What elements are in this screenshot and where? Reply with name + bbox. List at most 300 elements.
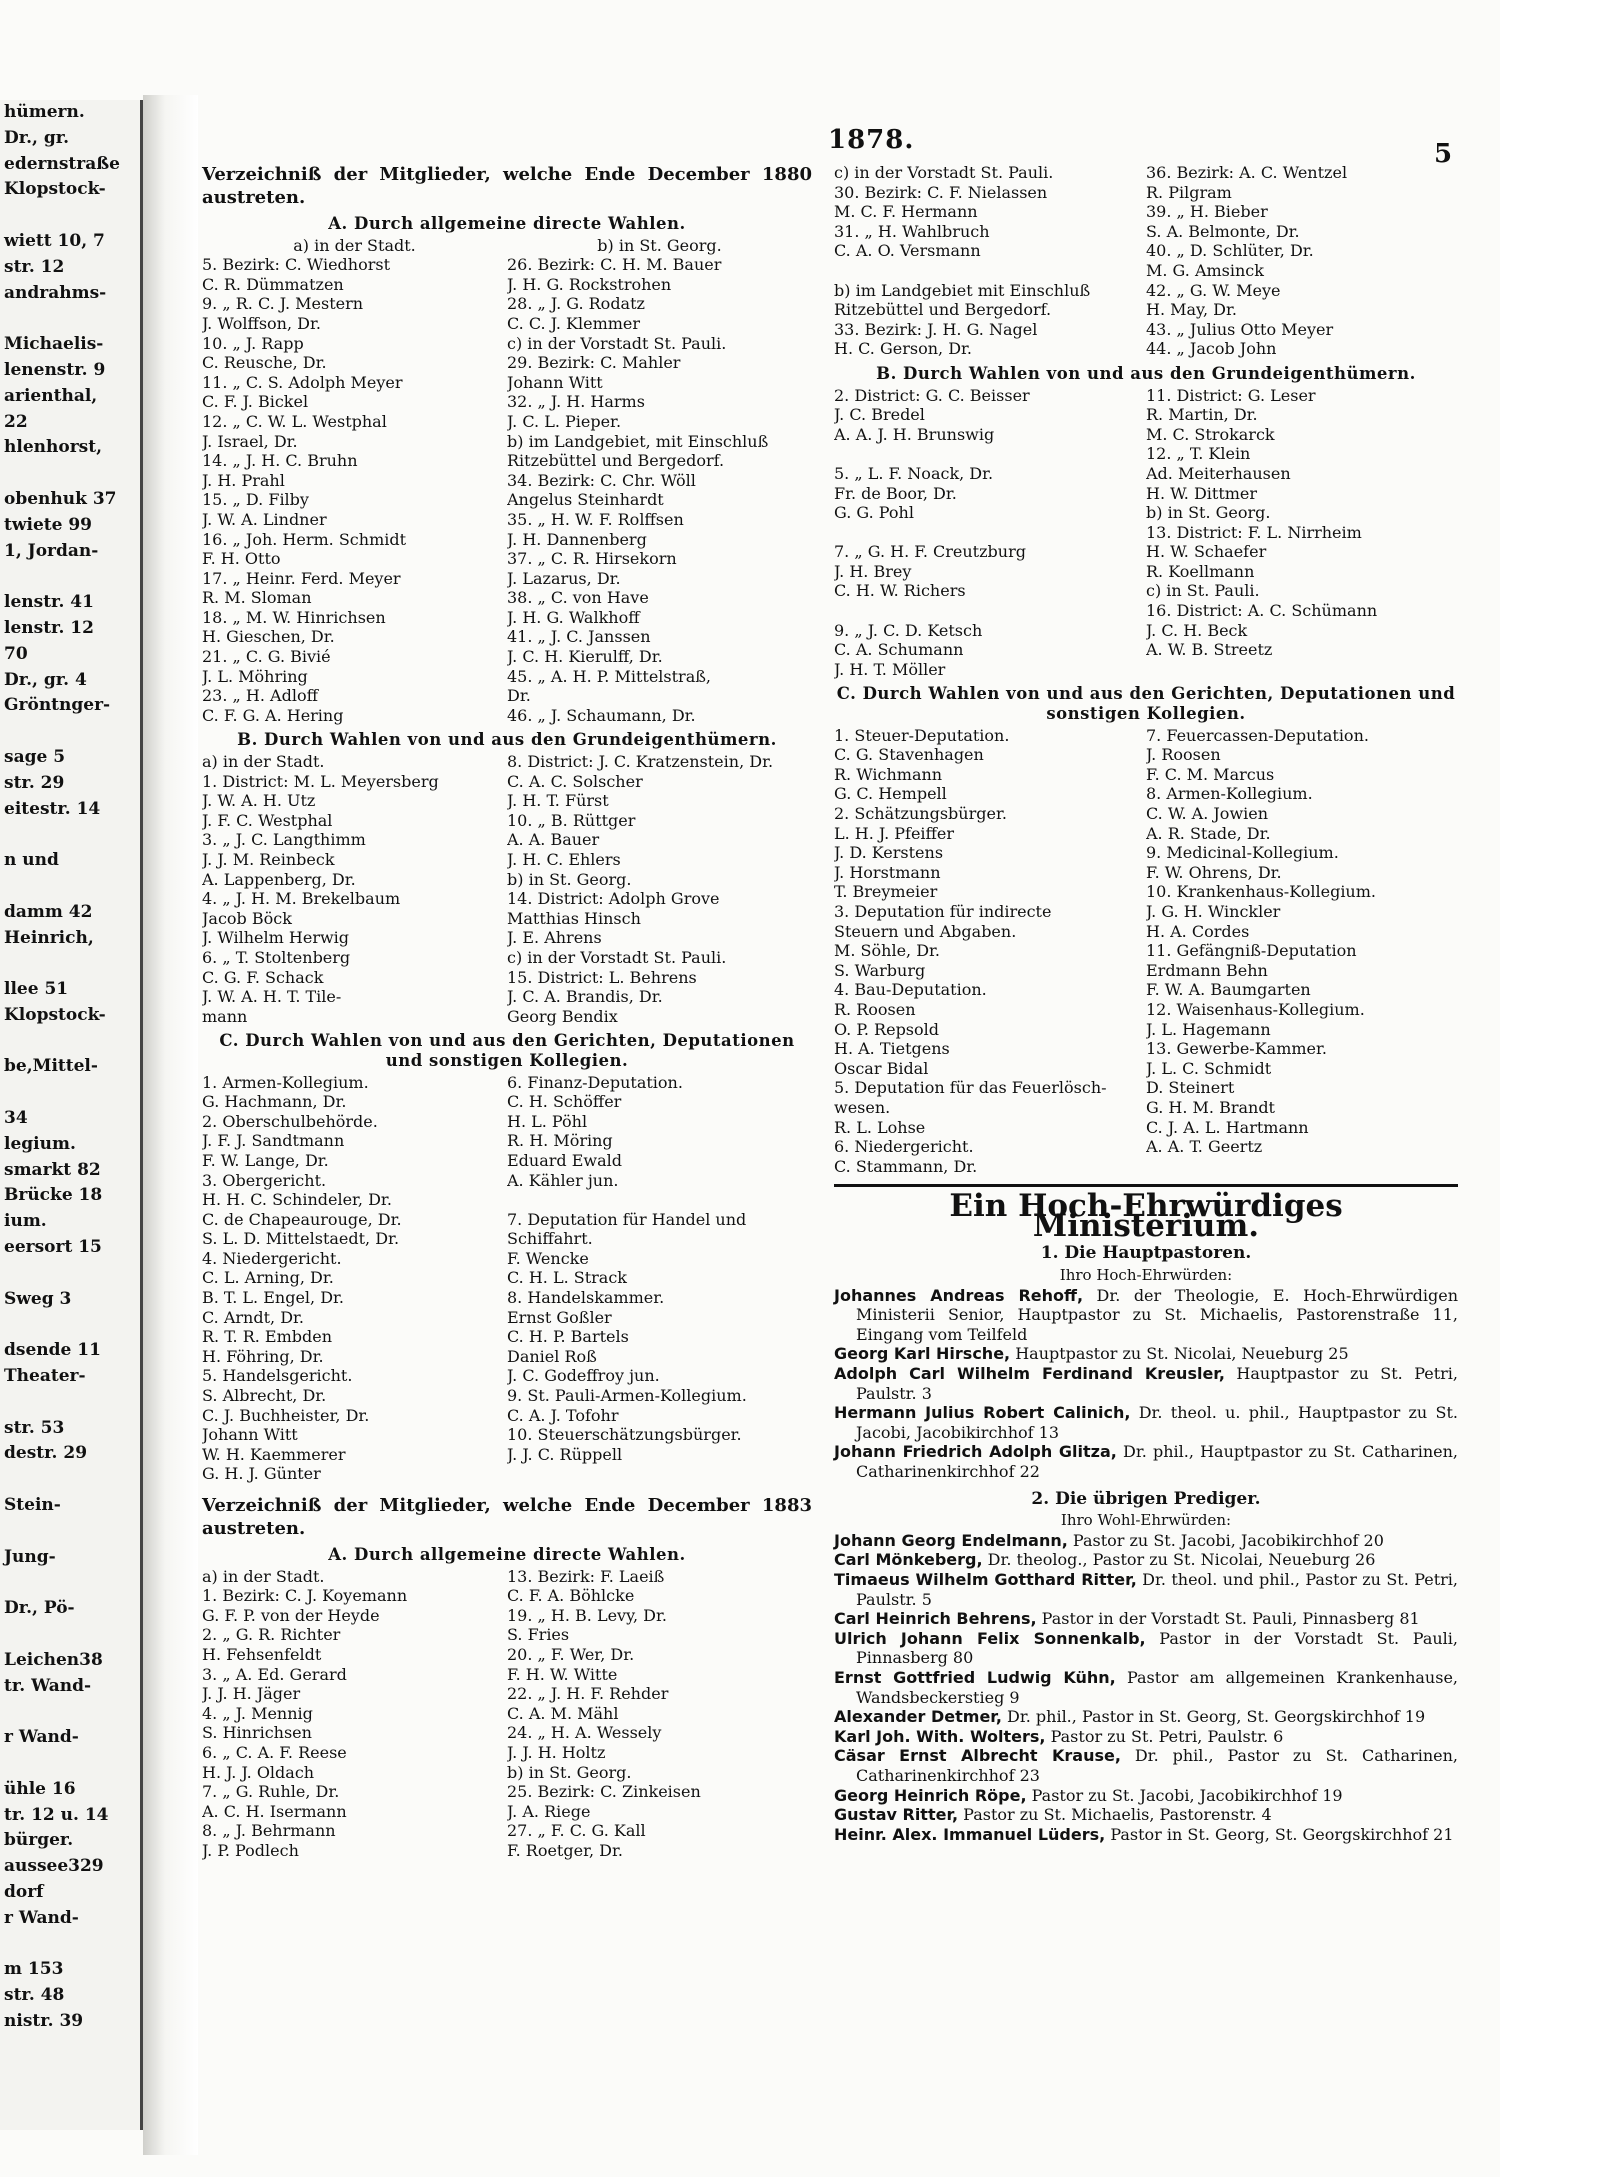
facing-page-fragment (0, 1029, 140, 1055)
page-margin (1500, 0, 1600, 2177)
list-line: 16. „ Joh. Herm. Schmidt (202, 529, 407, 549)
list-line: R. Pilgram (1146, 182, 1232, 202)
list-line: c) in der Vorstadt St. Pauli. (507, 333, 727, 353)
list-line: H. W. Schaefer (1146, 542, 1267, 562)
list-line: 5. „ L. F. Noack, Dr. (834, 463, 994, 483)
section-b-right-list (507, 752, 812, 1026)
list-line: 14. „ J. H. C. Bruhn (202, 451, 358, 471)
facing-page-fragment: str. 48 (4, 1985, 65, 2006)
facing-page-fragment: lenstr. 41 (4, 592, 94, 613)
list-line: J. F. C. Westphal (202, 810, 333, 830)
list-line: 34. Bezirk: C. Chr. Wöll (507, 470, 696, 490)
list-line: 1. Armen-Kollegium. (202, 1072, 369, 1092)
members-heading-1883: Verzeichniß der Mitglieder, welche Ende December 1883 austreten. (202, 1495, 812, 1539)
list-line: b) im Landgebiet mit Einschluß (834, 280, 1091, 300)
facing-page-fragment (0, 306, 140, 332)
list-line: c) in St. Pauli. (1146, 581, 1260, 601)
list-line: J. H. G. Rockstrohen (507, 274, 672, 294)
facing-page-fragment: m 153 (4, 1959, 64, 1980)
section-c-left-list (202, 1073, 507, 1484)
list-line: 11. Gefängniß-Deputation (1146, 941, 1357, 961)
pastor-entry (834, 1609, 1458, 1629)
list-line: 7. Feuercassen-Deputation. (1146, 725, 1369, 745)
pastor-name: Heinr. Alex. Immanuel Lüders, (834, 1824, 1106, 1844)
list-line: 45. „ A. H. P. Mittelstraß, (507, 666, 711, 686)
list-line: Fr. de Boor, Dr. (834, 483, 957, 503)
list-line: 11. „ C. S. Adolph Meyer (202, 372, 403, 392)
book-gutter (143, 95, 198, 2155)
section-c2-table (834, 726, 1458, 1177)
facing-page-fragment: twiete 99 (4, 514, 93, 535)
pastor-name: Georg Karl Hirsche, (834, 1344, 1011, 1364)
list-line: 19. „ H. B. Levy, Dr. (507, 1605, 667, 1625)
list-line: J. W. A. Lindner (202, 509, 327, 529)
ministerium-title: Ein Hoch-Ehrwürdiges Ministerium. (949, 1188, 1343, 1244)
pastor-name: Carl Heinrich Behrens, (834, 1609, 1037, 1629)
list-line: H. A. Cordes (1146, 921, 1250, 941)
members-heading-1880: Verzeichniß der Mitglieder, welche Ende December 1880 austreten. (202, 164, 812, 208)
list-line: 22. „ J. H. F. Rehder (507, 1684, 669, 1704)
pastor-name: Johannes Andreas Rehoff, (834, 1285, 1084, 1305)
list-line: 10. Krankenhaus-Kollegium. (1146, 882, 1376, 902)
list-line: 35. „ H. W. F. Rolffsen (507, 509, 684, 529)
pastor-details: Pastor zu St. Petri, Paulstr. 6 (1045, 1726, 1284, 1746)
pastor-details: Pastor in St. Georg, St. Georgskirchhof 21 (1105, 1824, 1454, 1844)
list-line (834, 444, 1146, 464)
pastor-name: Johann Georg Endelmann, (834, 1530, 1068, 1550)
facing-page-fragment: arienthal, (4, 385, 98, 406)
list-line: C. G. F. Schack (202, 967, 324, 987)
list-line: 28. „ J. G. Rodatz (507, 294, 645, 314)
list-line: 3. „ J. C. Langthimm (202, 830, 366, 850)
list-line: G. C. Hempell (834, 784, 947, 804)
list-line: Ernst Goßler (507, 1307, 612, 1327)
list-line: 15. „ D. Filby (202, 490, 309, 510)
prediger-heading: 2. Die übrigen Prediger. (1031, 1488, 1261, 1509)
list-line: C. A. J. Tofohr (507, 1405, 619, 1425)
facing-page-fragment: Dr., gr. 4 (4, 669, 87, 690)
list-line: mann (202, 1006, 248, 1026)
pastor-details: Dr. phil., Hauptpastor zu St. Catharinen, Catharinenkirchhof 22 (856, 1442, 1459, 1481)
list-line: b) in St. Georg. (507, 869, 632, 889)
section-a2-right-list (507, 1567, 812, 1861)
list-line (834, 261, 1146, 281)
facing-page-fragment: eitestr. 14 (4, 798, 101, 819)
list-line: L. H. J. Pfeiffer (834, 823, 955, 843)
list-line: 8. District: J. C. Kratzenstein, Dr. (507, 752, 774, 772)
divider-rule (834, 1184, 1458, 1187)
facing-page-fragment: Dr., gr. (4, 127, 70, 148)
list-line: H. J. J. Oldach (202, 1762, 315, 1782)
section-c2-right-list (1146, 726, 1458, 1177)
list-line: 8. Handelskammer. (507, 1288, 665, 1308)
facing-page-fragment: 1, Jordan- (4, 540, 99, 561)
list-line: J. C. Bredel (834, 405, 925, 425)
facing-page-fragment: lenenstr. 9 (4, 359, 106, 380)
list-line: Ritzebüttel und Bergedorf. (834, 300, 1052, 320)
list-line: 3. Deputation für indirecte (834, 901, 1052, 921)
page-content (198, 115, 1500, 2135)
list-line: 36. Bezirk: A. C. Wentzel (1146, 163, 1348, 182)
list-line: B. T. L. Engel, Dr. (202, 1288, 345, 1308)
facing-page-fragment (0, 1390, 140, 1416)
list-line: G. Hachmann, Dr. (202, 1092, 347, 1112)
list-line: 10. Steuerschätzungsbürger. (507, 1425, 742, 1445)
list-line: 46. „ J. Schaumann, Dr. (507, 705, 696, 725)
facing-page-fragment: hlenhorst, (4, 437, 102, 458)
pastor-name: Ulrich Johann Felix Sonnenkalb, (834, 1628, 1146, 1648)
list-line: b) in St. Georg. (1146, 503, 1271, 523)
list-line: J. Israel, Dr. (202, 431, 298, 451)
list-line: b) im Landgebiet, mit Einschluß (507, 431, 769, 451)
list-line: S. Warburg (834, 960, 926, 980)
list-line: C. H. W. Richers (834, 581, 966, 601)
list-line: 40. „ D. Schlüter, Dr. (1146, 241, 1314, 261)
list-line: c) in der Vorstadt St. Pauli. (834, 163, 1054, 182)
list-line: R. Martin, Dr. (1146, 405, 1258, 425)
list-line: Dr. (507, 686, 531, 706)
list-line: 10. „ B. Rüttger (507, 810, 636, 830)
facing-page-fragment: n und (4, 850, 59, 871)
list-line: 23. „ H. Adloff (202, 686, 318, 706)
pastor-entry (834, 1825, 1458, 1845)
section-c-right-list (507, 1073, 812, 1484)
facing-page-fragment: 22 (4, 411, 28, 432)
list-line: Steuern und Abgaben. (834, 921, 1017, 941)
list-line: 10. „ J. Rapp (202, 333, 304, 353)
facing-page-fragment: r Wand- (4, 1727, 79, 1748)
section-b-table (202, 752, 812, 1026)
section-a-cont-right-list (1146, 163, 1458, 359)
pastor-entry (834, 1786, 1458, 1806)
list-line: F. H. Otto (202, 549, 281, 569)
list-line: A. C. H. Isermann (202, 1801, 347, 1821)
facing-page-fragment: Klopstock- (4, 1004, 106, 1025)
facing-page-fragment: str. 53 (4, 1417, 65, 1438)
list-line: R. H. Möring (507, 1131, 613, 1151)
list-line: 25. Bezirk: C. Zinkeisen (507, 1782, 701, 1802)
list-line: 4. Bau-Deputation. (834, 980, 987, 1000)
list-line: J. F. J. Sandtmann (202, 1131, 345, 1151)
pastor-entry (834, 1344, 1458, 1364)
facing-page-fragment: legium. (4, 1133, 76, 1154)
list-line: Eduard Ewald (507, 1150, 623, 1170)
list-line: C. A. M. Mähl (507, 1703, 619, 1723)
pastor-name: Alexander Detmer, (834, 1707, 1002, 1727)
pastor-name: Carl Mönkeberg, (834, 1550, 983, 1570)
list-line: J. A. Riege (507, 1801, 591, 1821)
facing-page-fragment (0, 1312, 140, 1338)
facing-page-fragment: Brücke 18 (4, 1185, 103, 1206)
pastor-details: Pastor zu St. Jacobi, Jacobikirchhof 19 (1026, 1785, 1343, 1805)
list-line: a) in der Stadt. (202, 1566, 325, 1586)
list-line: R. T. R. Embden (202, 1327, 333, 1347)
list-line: C. J. A. L. Hartmann (1146, 1117, 1309, 1137)
list-line: 37. „ C. R. Hirsekorn (507, 549, 677, 569)
list-line: D. Steinert (1146, 1078, 1235, 1098)
list-line (507, 1190, 812, 1210)
pastor-details: Dr. theol. u. phil., Hauptpastor zu St. Jacobi, Jacobikirchhof 13 (856, 1403, 1459, 1442)
pastor-details: Hauptpastor zu St. Petri, Paulstr. 3 (856, 1364, 1458, 1403)
list-line: A. Kähler jun. (507, 1170, 619, 1190)
list-line: 2. „ G. R. Richter (202, 1625, 341, 1645)
list-line: F. Wencke (507, 1248, 589, 1268)
list-line: b) in St. Georg. (507, 1762, 632, 1782)
list-line: S. A. Belmonte, Dr. (1146, 221, 1300, 241)
list-line: F. C. M. Marcus (1146, 764, 1275, 784)
list-line: J. H. Dannenberg (507, 529, 647, 549)
list-line: c) in der Vorstadt St. Pauli. (507, 947, 727, 967)
list-line: 2. District: G. C. Beisser (834, 385, 1030, 405)
list-line: C. W. A. Jowien (1146, 804, 1269, 823)
list-line: H. May, Dr. (1146, 300, 1237, 320)
list-line: H. Fehsenfeldt (202, 1644, 322, 1664)
subheading-st-georg: b) in St. Georg. (597, 235, 722, 255)
list-line: A. R. Stade, Dr. (1146, 823, 1271, 843)
section-a-continued-table (834, 163, 1458, 359)
list-line: Johann Witt (507, 372, 603, 392)
facing-page-fragment: str. 29 (4, 772, 65, 793)
list-line: A. A. T. Geertz (1146, 1137, 1263, 1157)
pastor-entry (834, 1805, 1458, 1825)
facing-page-fragment: andrahms- (4, 282, 107, 303)
section-b2-heading: B. Durch Wahlen von und aus den Grundeigenthümern. (876, 363, 1416, 383)
list-line: J. J. H. Jäger (202, 1684, 301, 1704)
list-line: 1. Bezirk: C. J. Koyemann (202, 1586, 408, 1606)
list-line: S. Albrecht, Dr. (202, 1386, 327, 1406)
list-line: 4. Niedergericht. (202, 1248, 342, 1268)
page-year: 1878. (828, 125, 915, 155)
list-line: J. Lazarus, Dr. (507, 568, 621, 588)
list-line: 13. Gewerbe-Kammer. (1146, 1039, 1327, 1059)
list-line: J. H. Brey (834, 561, 912, 581)
list-line: C. C. J. Klemmer (507, 313, 641, 333)
pastor-entry (834, 1442, 1458, 1481)
facing-page-fragment: bürger. (4, 1830, 74, 1851)
facing-page-fragment: tr. Wand- (4, 1675, 92, 1696)
pastor-entry (834, 1727, 1458, 1747)
list-line: 9. Medicinal-Kollegium. (1146, 843, 1339, 863)
section-a-heading: A. Durch allgemeine directe Wahlen. (328, 214, 686, 233)
facing-page-fragment: Klopstock- (4, 179, 106, 200)
list-line: J. C. H. Kierulff, Dr. (507, 647, 663, 667)
list-line: 2. Schätzungsbürger. (834, 804, 1007, 823)
list-line: C. F. J. Bickel (202, 392, 309, 412)
list-line: J. J. M. Reinbeck (202, 850, 335, 869)
facing-page-fragment: wiett 10, 7 (4, 230, 105, 251)
list-line: T. Breymeier (834, 882, 938, 902)
list-line: R. L. Lohse (834, 1117, 926, 1137)
facing-page-fragment: Dr., Pö- (4, 1598, 75, 1619)
facing-page-fragment: 34 (4, 1108, 28, 1129)
list-line: 5. Handelsgericht. (202, 1366, 353, 1386)
list-line: Erdmann Behn (1146, 960, 1268, 980)
pastor-details: Pastor zu St. Jacobi, Jacobikirchhof 20 (1067, 1530, 1384, 1550)
list-line: C. H. Schöffer (507, 1092, 622, 1112)
pastor-entry (834, 1570, 1458, 1609)
list-line: C. F. A. Böhlcke (507, 1586, 635, 1606)
facing-page-fragment (0, 564, 140, 590)
facing-page-fragment: llee 51 (4, 979, 69, 1000)
list-line: C. R. Dümmatzen (202, 274, 344, 294)
facing-page-fragment: nistr. 39 (4, 2010, 84, 2031)
pastor-details: Dr. der Theologie, E. Hoch-Ehrwürdigen Ministerii Senior, Hauptpastor zu St. Michaelis, Pastorenstraße 11, Eingang vom Teilfeld (856, 1285, 1459, 1344)
list-line: J. D. Kerstens (834, 843, 944, 863)
list-line: 17. „ Heinr. Ferd. Meyer (202, 568, 401, 588)
list-line: 16. District: A. C. Schümann (1146, 601, 1378, 621)
facing-page-strip (0, 100, 143, 2130)
pastor-name: Ernst Gottfried Ludwig Kühn, (834, 1667, 1116, 1687)
list-line: Ritzebüttel und Bergedorf. (507, 451, 725, 471)
facing-page-fragment (0, 1519, 140, 1545)
list-line: 42. „ G. W. Meye (1146, 280, 1281, 300)
list-line: M. Söhle, Dr. (834, 941, 941, 961)
facing-page-fragment: Gröntnger- (4, 695, 111, 716)
facing-page-fragment: smarkt 82 (4, 1159, 101, 1180)
list-line: G. G. Pohl (834, 503, 914, 523)
facing-page-fragment (0, 1932, 140, 1958)
pastor-name: Karl Joh. With. Wolters, (834, 1726, 1046, 1746)
list-line (834, 601, 1146, 621)
pastor-entry (834, 1403, 1458, 1442)
list-line: 5. Deputation für das Feuerlösch- (834, 1078, 1107, 1098)
list-line: 12. Waisenhaus-Kollegium. (1146, 999, 1365, 1019)
list-line: G. H. J. Günter (202, 1464, 321, 1484)
list-line: R. Koellmann (1146, 561, 1255, 581)
list-line: F. W. Ohrens, Dr. (1146, 862, 1282, 882)
list-line: 27. „ F. C. G. Kall (507, 1821, 646, 1841)
list-line: O. P. Repsold (834, 1019, 940, 1039)
list-line: C. L. Arning, Dr. (202, 1268, 334, 1288)
pastor-entry (834, 1531, 1458, 1551)
column-right (834, 163, 1458, 1844)
section-b2-left-list (834, 386, 1146, 680)
pastor-details: Dr. phil., Pastor zu St. Catharinen, Catharinenkirchhof 23 (856, 1746, 1459, 1785)
list-line: 8. Armen-Kollegium. (1146, 784, 1313, 804)
pastor-name: Cäsar Ernst Albrecht Krause, (834, 1746, 1121, 1766)
list-line: 7. „ G. H. F. Creutzburg (834, 542, 1026, 562)
facing-page-fragment: dorf (4, 1881, 44, 1902)
facing-page-fragment (0, 874, 140, 900)
list-line: H. L. Pöhl (507, 1111, 588, 1131)
facing-page-fragment (0, 203, 140, 229)
list-line: J. H. C. Ehlers (507, 850, 621, 869)
list-line: 30. Bezirk: C. F. Nielassen (834, 182, 1048, 202)
list-line: Angelus Steinhardt (507, 490, 664, 510)
list-line: J. L. C. Schmidt (1146, 1058, 1272, 1078)
section-a2-left-list (202, 1567, 507, 1861)
list-line: 5. Bezirk: C. Wiedhorst (202, 255, 391, 275)
list-line: J. C. L. Pieper. (507, 411, 622, 431)
list-line: wesen. (834, 1097, 891, 1117)
list-line: H. A. Tietgens (834, 1039, 950, 1059)
list-line: A. Lappenberg, Dr. (202, 869, 356, 889)
list-line: 31. „ H. Wahlbruch (834, 221, 990, 241)
pastor-details: Hauptpastor zu St. Nicolai, Neueburg 25 (1010, 1344, 1349, 1364)
list-line: 44. „ Jacob John (1146, 339, 1277, 359)
facing-page-fragment (0, 822, 140, 848)
list-line: F. Roetger, Dr. (507, 1840, 623, 1860)
list-line: 4. „ J. H. M. Brekelbaum (202, 889, 401, 909)
section-c2-left-list (834, 726, 1146, 1177)
prediger-subheading: Ihro Wohl-Ehrwürden: (1060, 1511, 1232, 1530)
list-line: J. Wolffson, Dr. (202, 313, 321, 333)
facing-page-fragment: dsende 11 (4, 1340, 101, 1361)
pastor-name: Adolph Carl Wilhelm Ferdinand Kreusler, (834, 1364, 1225, 1384)
page-number: 5 (1434, 139, 1453, 169)
list-line: J. L. Möhring (202, 666, 308, 686)
list-line: H. Gieschen, Dr. (202, 627, 335, 647)
list-line: 7. Deputation für Handel und (507, 1209, 747, 1229)
list-line: Schiffahrt. (507, 1229, 593, 1249)
list-line: A. W. B. Streetz (1146, 640, 1273, 660)
facing-page-fragment: r Wand- (4, 1907, 79, 1928)
pastor-name: Johann Friedrich Adolph Glitza, (834, 1442, 1117, 1462)
list-line: R. Roosen (834, 999, 916, 1019)
list-line: F. W. A. Baumgarten (1146, 980, 1311, 1000)
section-a2-table (202, 1567, 812, 1861)
list-line: J. C. A. Brandis, Dr. (507, 987, 663, 1007)
pastor-details: Dr. theolog., Pastor zu St. Nicolai, Neueburg 26 (982, 1550, 1376, 1570)
facing-page-fragment: hümern. (4, 102, 85, 122)
list-line: 32. „ J. H. Harms (507, 392, 645, 412)
list-line: A. A. J. H. Brunswig (834, 424, 995, 444)
pastor-entry (834, 1668, 1458, 1707)
pastor-entry (834, 1550, 1458, 1570)
hauptpastoren-heading: 1. Die Hauptpastoren. (1040, 1243, 1252, 1264)
list-line: R. M. Sloman (202, 588, 312, 608)
list-line: 29. Bezirk: C. Mahler (507, 353, 681, 373)
list-line: 8. „ J. Behrmann (202, 1821, 336, 1841)
list-line: C. H. L. Strack (507, 1268, 627, 1288)
list-line: G. H. M. Brandt (1146, 1097, 1275, 1117)
list-line: 12. „ C. W. L. Westphal (202, 411, 387, 431)
list-line: 26. Bezirk: C. H. M. Bauer (507, 255, 722, 275)
section-a-table (202, 236, 812, 726)
list-line: S. Fries (507, 1625, 570, 1645)
facing-page-fragment: ium. (4, 1211, 47, 1232)
list-line: 38. „ C. von Have (507, 588, 649, 608)
list-line: 6. Niedergericht. (834, 1137, 974, 1157)
list-line: 11. District: G. Leser (1146, 385, 1316, 405)
list-line: J. W. A. H. T. Tile- (202, 987, 342, 1007)
list-line: 4. „ J. Mennig (202, 1703, 313, 1723)
facing-page-fragment: Stein- (4, 1495, 61, 1516)
list-line: S. L. D. Mittelstaedt, Dr. (202, 1229, 400, 1249)
pastor-entry (834, 1629, 1458, 1668)
list-line: 18. „ M. W. Hinrichsen (202, 607, 386, 627)
list-line: C. Reusche, Dr. (202, 353, 327, 373)
list-line: J. Horstmann (834, 862, 941, 882)
list-line: 9. St. Pauli-Armen-Kollegium. (507, 1386, 747, 1406)
list-line: 1. District: M. L. Meyersberg (202, 771, 439, 791)
facing-page-fragment: Sweg 3 (4, 1288, 72, 1309)
section-c-table (202, 1073, 812, 1484)
facing-page-fragment: 70 (4, 643, 28, 664)
list-line: J. P. Podlech (202, 1840, 299, 1860)
list-line: Ad. Meiterhausen (1146, 463, 1291, 483)
list-line: Matthias Hinsch (507, 908, 641, 928)
pastor-details: Pastor in der Vorstadt St. Pauli, Pinnasberg 80 (856, 1628, 1458, 1668)
facing-page-fragment: eersort 15 (4, 1237, 102, 1258)
section-b2-right-list (1146, 386, 1458, 680)
list-line: M. C. Strokarck (1146, 424, 1275, 444)
list-line: 6. Finanz-Deputation. (507, 1072, 683, 1092)
list-line: 6. „ C. A. F. Reese (202, 1742, 347, 1762)
list-line: 1. Steuer-Deputation. (834, 725, 1010, 745)
facing-page-fragment: obenhuk 37 (4, 488, 117, 509)
list-line: J. L. Hagemann (1146, 1019, 1271, 1039)
